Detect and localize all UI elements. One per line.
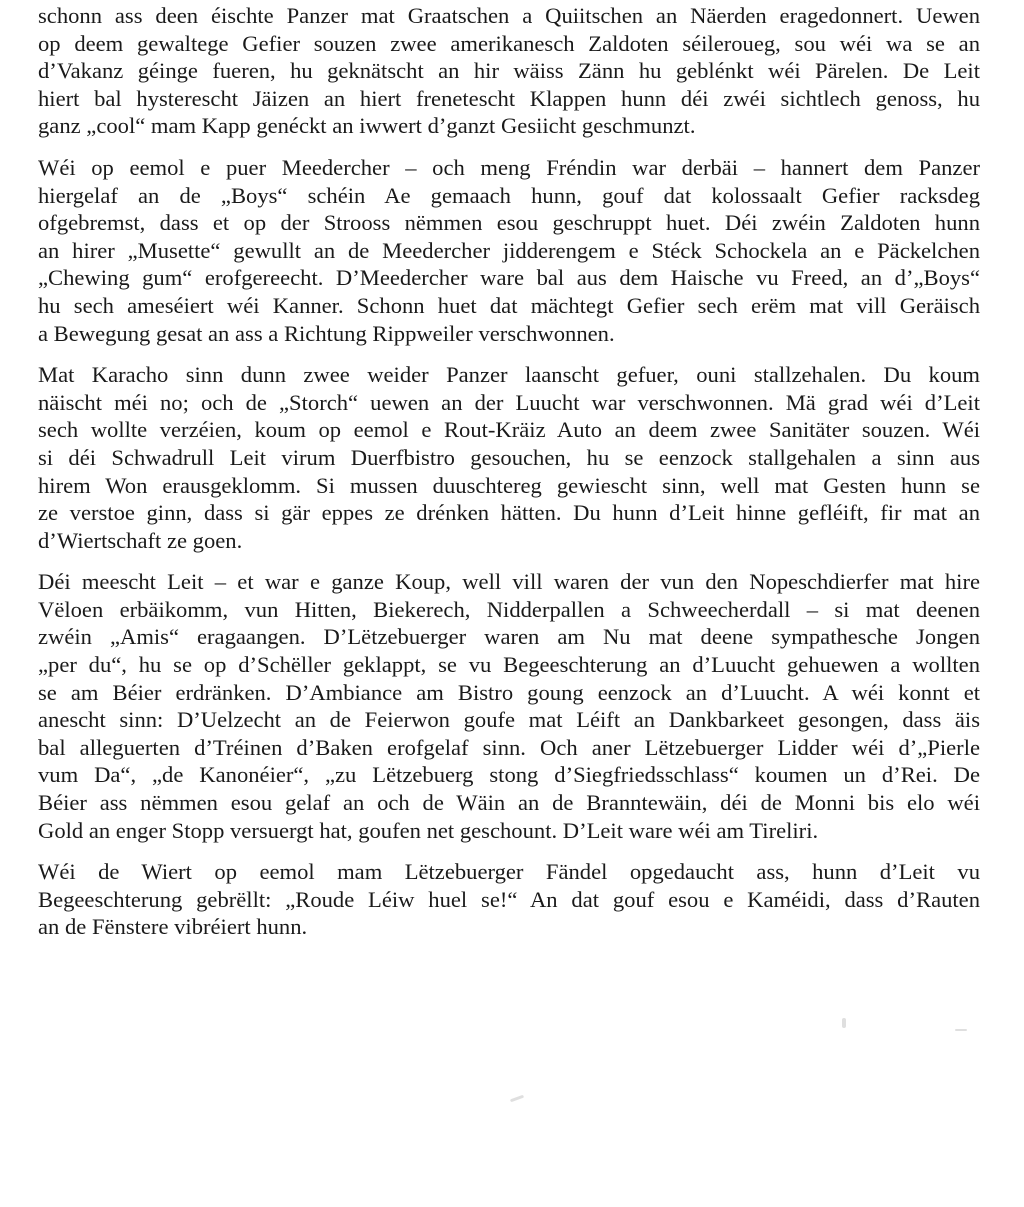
text-line: zwéin „Amis“ eragaangen. D’Lëtzebuerger waren am Nu mat deene sympathesche Jongen: [38, 624, 980, 650]
text-line: anescht sinn: D’Uelzecht an de Feierwon goufe mat Léift an Dankbarkeet gesongen, dass äis: [38, 707, 980, 733]
text-line: ganz „cool“ mam Kapp genéckt an iwwert d’ganzt Gesiicht geschmunzt.: [38, 113, 696, 139]
scan-smudge: [510, 1095, 524, 1103]
text-line: ofgebremst, dass et op der Strooss nëmmen esou geschruppt huet. Déi zwéin Zaldoten hunn: [38, 210, 980, 236]
text-line: bal alleguerten d’Tréinen d’Baken erofgelaf sinn. Och aner Lëtzebuerger Lidder wéi d’„Pierle: [38, 734, 980, 760]
text-line: Wéi de Wiert op eemol mam Lëtzebuerger Fändel opgedaucht ass, hunn d’Leit vu: [38, 859, 980, 885]
text-line: vum Da“, „de Kanonéier“, „zu Lëtzebuerg stong d’Siegfriedsschlass“ koumen un d’Rei. De: [38, 762, 980, 788]
text-line: Wéi op eemol e puer Meedercher – och meng Fréndin war derbäi – hannert dem Panzer: [38, 154, 980, 180]
text-line: Begeeschterung gebrëllt: „Roude Léiw huel se!“ An dat gouf esou e Kaméidi, dass d’Rauten: [38, 886, 980, 912]
text-line: op deem gewaltege Gefier souzen zwee amerikanesch Zaldoten séileroueg, sou wéi wa se an: [38, 30, 980, 56]
scan-smudge: [842, 1018, 846, 1028]
text-line: hiergelaf an de „Boys“ schéin Ae gemaach hunn, gouf dat kolossaalt Gefier racksdeg: [38, 182, 980, 208]
text-line: Déi meescht Leit – et war e ganze Koup, well vill waren der vun den Nopeschdierfer mat hire: [38, 569, 980, 595]
text-line: Béier ass nëmmen esou gelaf an och de Wäin an de Branntewäin, déi de Monni bis elo wéi: [38, 790, 980, 816]
text-line: schonn ass deen éischte Panzer mat Graatschen a Quiitschen an Näerden eragedonnert. Uewen: [38, 3, 980, 28]
text-line: si déi Schwadrull Leit virum Duerfbistro gesouchen, hu se eenzock stallgehalen a sinn aus: [38, 444, 980, 470]
text-line: hiert bal hysterescht Jäizen an hiert frenetescht Klappen hunn déi zwéi sichtlech genoss, hu: [38, 85, 980, 111]
text-line: an hirer „Musette“ gewullt an de Meedercher jidderengem e Stéck Schockela an e Päckelchen: [38, 237, 980, 263]
text-line: Vëloen erbäikomm, vun Hitten, Biekerech, Nidderpallen a Schweecherdall – si mat deenen: [38, 596, 980, 622]
text-line: „per du“, hu se op d’Schëller geklappt, se vu Begeeschterung an d’Luucht gehuewen a wollten: [38, 652, 980, 678]
text-line: a Bewegung gesat an ass a Richtung Rippweiler verschwonnen.: [38, 320, 615, 346]
text-line: se am Béier erdränken. D’Ambiance am Bistro goung eenzock an d’Luucht. A wéi konnt et: [38, 679, 980, 705]
text-line: sech wollte verzéien, koum op eemol e Rout-Kräiz Auto an deem zwee Sanitäter souzen. Wéi: [38, 417, 980, 443]
paragraph-3: [38, 361, 980, 554]
scan-smudge: [955, 1029, 967, 1031]
text-line: Mat Karacho sinn dunn zwee weider Panzer laanscht gefuer, ouni stallzehalen. Du koum: [38, 362, 980, 388]
paragraph-2: [38, 154, 980, 347]
paragraph-4: [38, 568, 980, 844]
text-line: Gold an enger Stopp versuergt hat, goufen net geschount. D’Leit ware wéi am Tireliri.: [38, 817, 819, 843]
text-line: näischt méi no; och de „Storch“ uewen an der Luucht war verschwonnen. Mä grad wéi d’Leit: [38, 389, 980, 415]
document-page: [38, 2, 980, 955]
text-line: d’Vakanz géinge fueren, hu geknätscht an hir wäiss Zänn hu geblénkt wéi Pärelen. De Leit: [38, 58, 980, 84]
text-line: hu sech ameséiert wéi Kanner. Schonn huet dat mächtegt Gefier sech erëm mat vill Geräisch: [38, 292, 980, 318]
text-line: „Chewing gum“ erofgereecht. D’Meedercher ware bal aus dem Haische vu Freed, an d’„Boys“: [38, 265, 980, 291]
paragraph-1: [38, 2, 980, 140]
text-line: ze verstoe ginn, dass si gär eppes ze drénken hätten. Du hunn d’Leit hinne gefléift, fir mat an: [38, 500, 980, 526]
text-line: an de Fënstere vibréiert hunn.: [38, 914, 308, 940]
text-line: d’Wiertschaft ze goen.: [38, 527, 243, 553]
text-line: hirem Won erausgeklomm. Si mussen duuschtereg gewiescht sinn, well mat Gesten hunn se: [38, 472, 980, 498]
paragraph-5: [38, 858, 980, 941]
